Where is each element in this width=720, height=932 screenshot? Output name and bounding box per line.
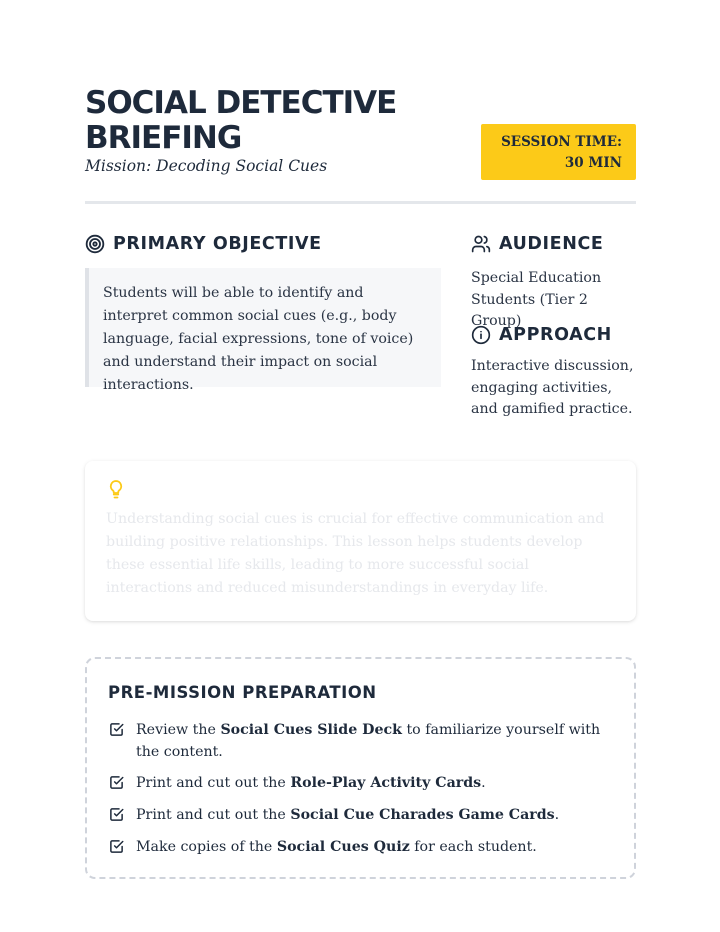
prep-item-highlight: Social Cues Quiz <box>276 839 410 855</box>
header-divider <box>85 201 636 204</box>
prep-item-highlight: Role-Play Activity Cards <box>290 775 482 791</box>
importance-text: Understanding social cues is crucial for effective communication and building positive relationships. This lesson helps students develop these essential life skills, leading to more successful social interactions and reduced misunderstandings in everyday life. <box>106 511 605 596</box>
prep-item-highlight: Social Cue Charades Game Cards <box>290 807 555 823</box>
audience-text: Special Education Students (Tier 2 Group) <box>471 270 602 329</box>
page-title: SOCIAL DETECTIVE BRIEFING <box>85 85 397 156</box>
approach-text: Interactive discussion, engaging activities, and gamified practice. <box>471 358 634 417</box>
preparation-list <box>109 719 609 858</box>
info-icon <box>471 325 491 345</box>
list-item: Make copies of the Social Cues Quiz for each student. <box>109 836 609 858</box>
list-item: Print and cut out the Role-Play Activity Cards. <box>109 772 609 794</box>
checkbox-icon <box>109 722 124 737</box>
prep-item-highlight: Social Cues Slide Deck <box>220 722 402 738</box>
approach-heading <box>471 325 612 345</box>
preparation-heading: PRE-MISSION PREPARATION <box>108 683 377 702</box>
approach-heading-label: APPROACH <box>499 325 612 345</box>
session-time-badge: SESSION TIME: 30 MIN <box>481 124 636 180</box>
audience-heading <box>471 234 603 254</box>
checkbox-icon <box>109 807 124 822</box>
objective-box <box>85 268 441 393</box>
objective-text: Students will be able to identify and interpret common social cues (e.g., body language, facial expressions, tone of voice) and understand their impact on social interactions. <box>103 285 414 393</box>
preparation-box <box>85 657 636 879</box>
objective-heading-label: PRIMARY OBJECTIVE <box>113 234 322 254</box>
list-item: Review the Social Cues Slide Deck to familiarize yourself with the content. <box>109 719 609 763</box>
target-icon <box>85 234 105 254</box>
users-icon <box>471 234 491 254</box>
objective-heading <box>85 234 322 254</box>
audience-heading-label: AUDIENCE <box>499 234 604 254</box>
list-item: Print and cut out the Social Cue Charades Game Cards. <box>109 804 609 826</box>
checkbox-icon <box>109 839 124 854</box>
importance-card <box>85 461 636 621</box>
checkbox-icon <box>109 775 124 790</box>
page-subtitle: Mission: Decoding Social Cues <box>85 157 328 175</box>
lightbulb-icon <box>107 479 125 501</box>
